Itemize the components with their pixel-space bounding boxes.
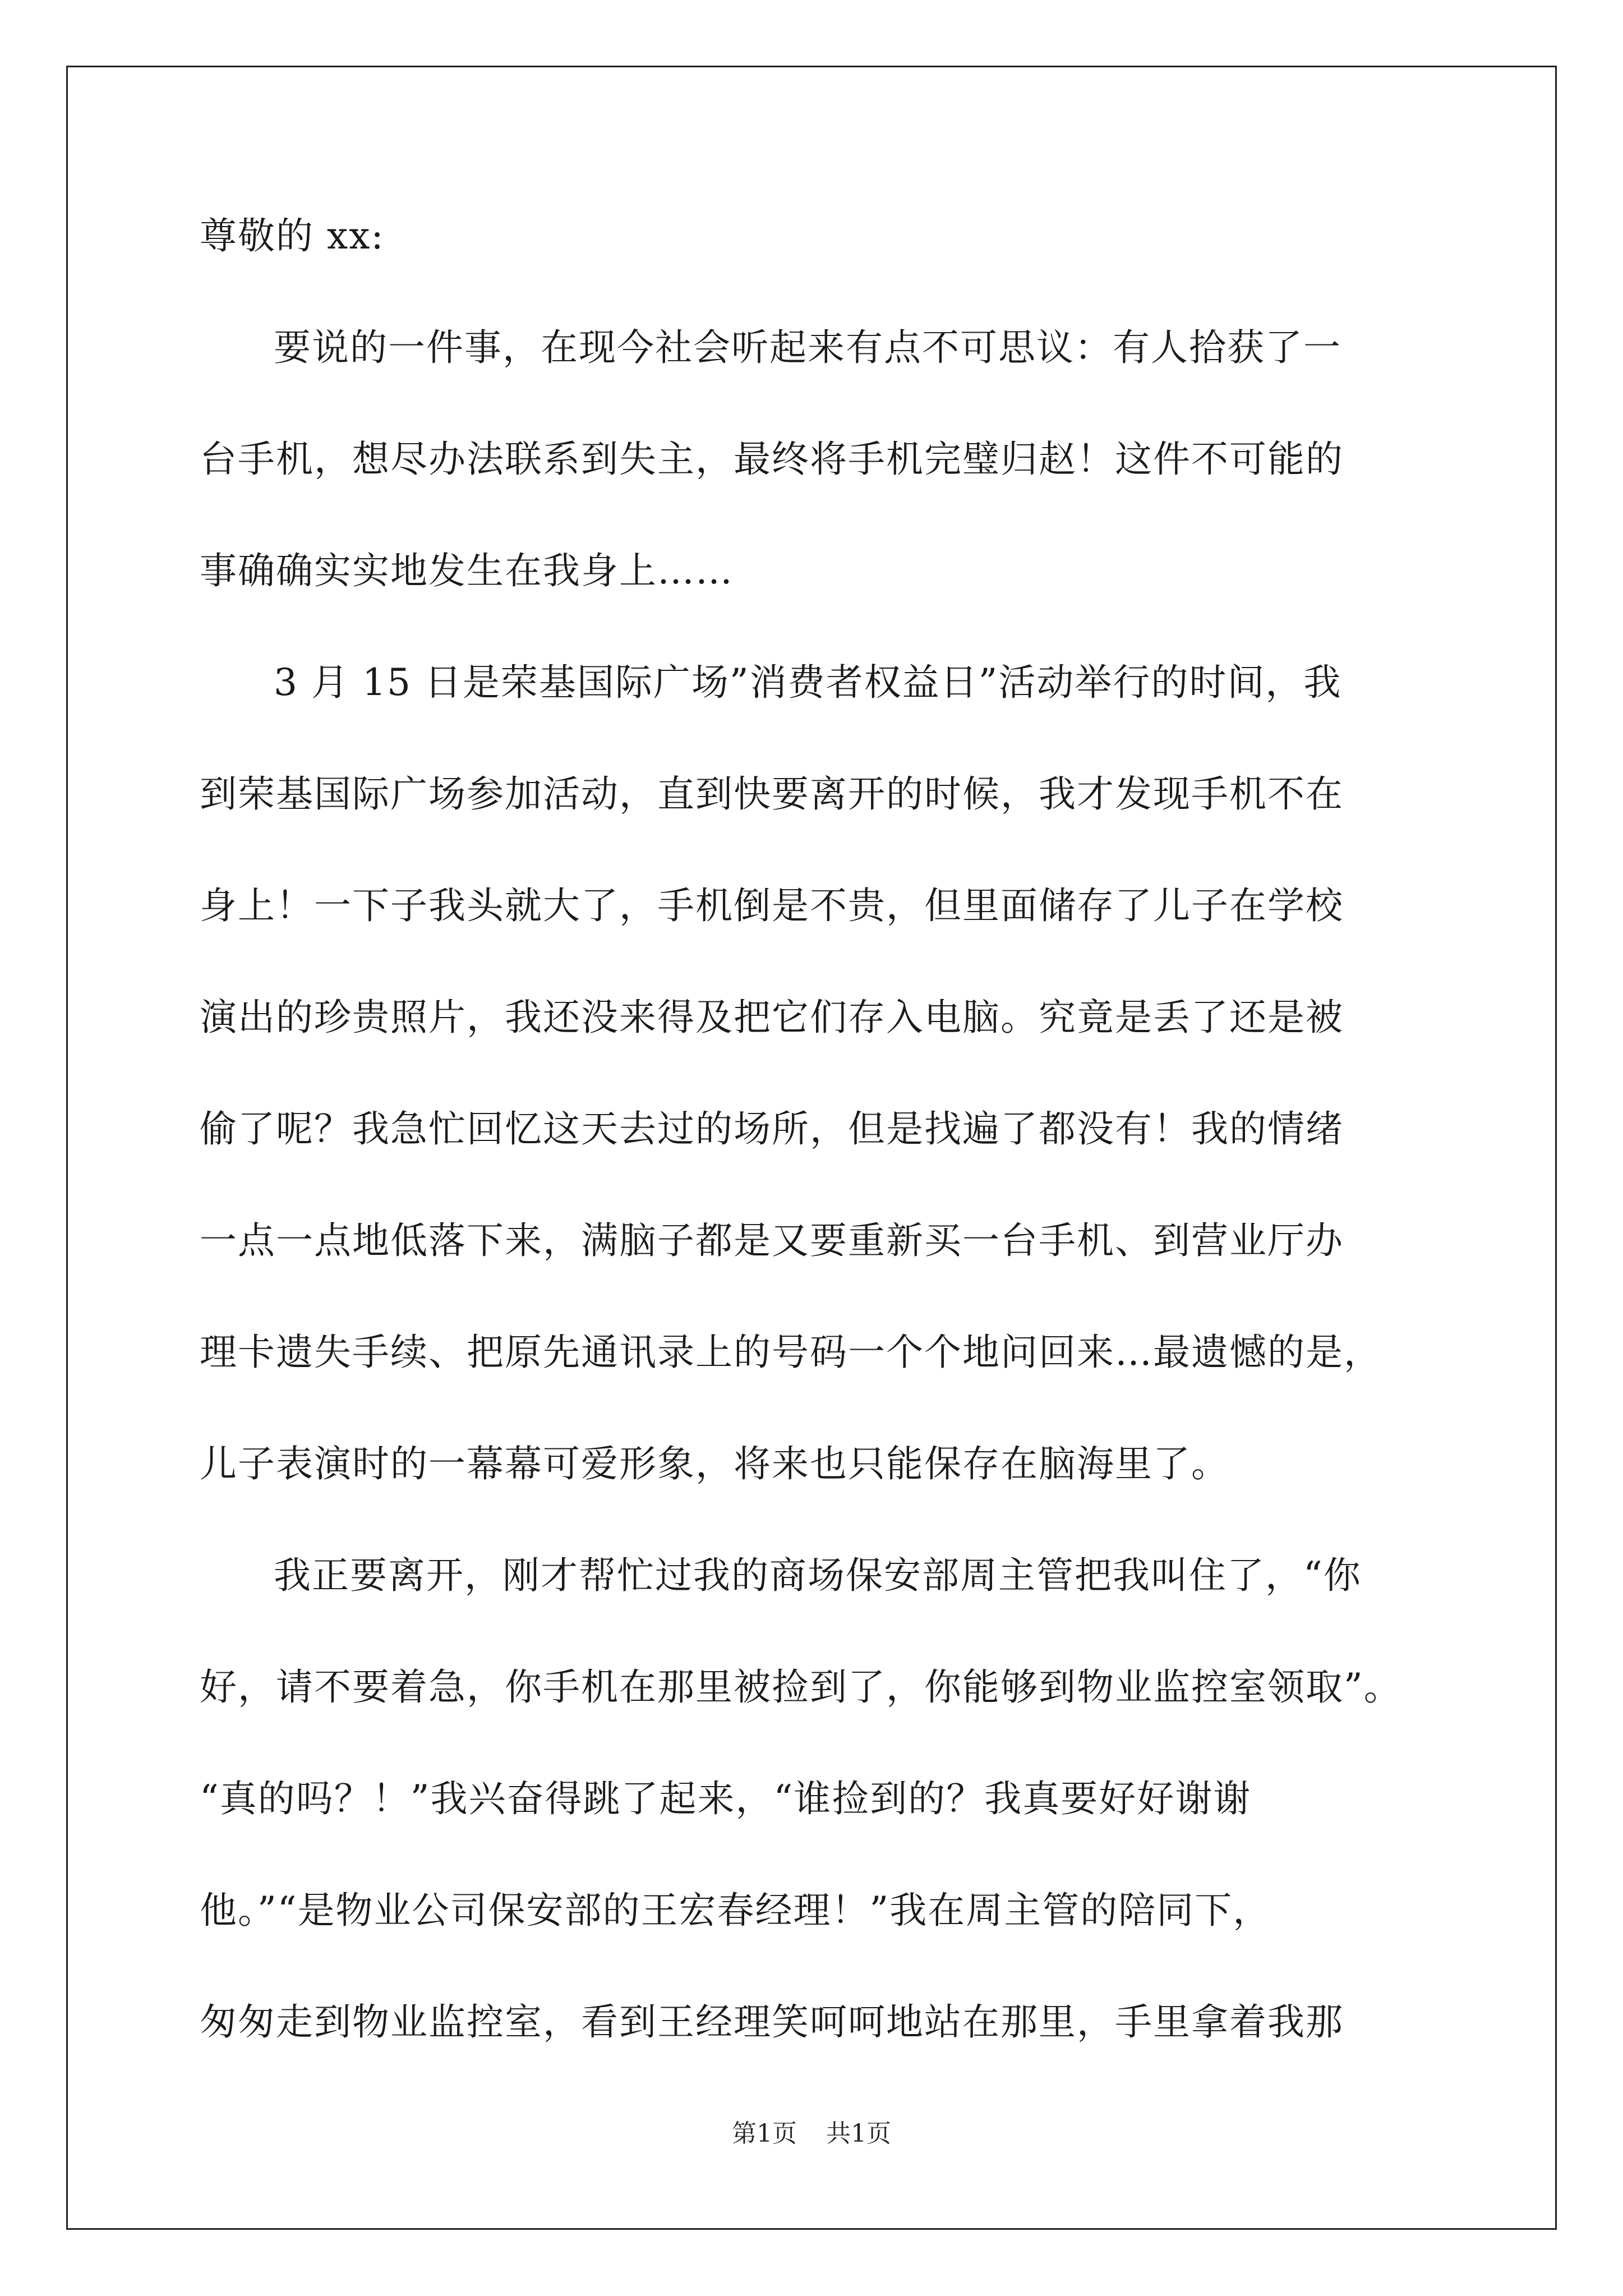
page-footer [0, 2119, 1623, 2148]
text-line: 一点一点地低落下来，满脑子都是又要重新买一台手机、到营业厅办 [200, 1219, 1344, 1262]
text-line: 他。”“是物业公司保安部的王宏春经理！”我在周主管的陪同下， [200, 1889, 1271, 1932]
text-line: “真的吗？！”我兴奋得跳了起来，“谁捡到的？我真要好好谢谢 [200, 1777, 1252, 1820]
page-number: 第1页 [732, 2119, 797, 2148]
salutation: 尊敬的 xx: [200, 214, 385, 257]
page-total: 共1页 [826, 2119, 891, 2148]
text-line: 3 月 15 日是荣基国际广场”消费者权益日”活动举行的时间，我 [274, 661, 1342, 704]
text-line: 演出的珍贵照片，我还没来得及把它们存入电脑。究竟是丢了还是被 [200, 996, 1344, 1039]
text-line: 到荣基国际广场参加活动，直到快要离开的时候，我才发现手机不在 [200, 772, 1344, 816]
text-line: 要说的一件事，在现今社会听起来有点不可思议：有人拾获了一 [274, 326, 1341, 369]
text-line: 台手机，想尽办法联系到失主，最终将手机完璧归赵！这件不可能的 [200, 438, 1344, 481]
document-body [200, 214, 1428, 2115]
text-line: 理卡遗失手续、把原先通讯录上的号码一个个地问回来…最遗憾的是， [200, 1331, 1382, 1374]
text-line: 匆匆走到物业监控室，看到王经理笑呵呵地站在那里，手里拿着我那 [200, 2000, 1344, 2044]
text-line: 偷了呢？我急忙回忆这天去过的场所，但是找遍了都没有！我的情绪 [200, 1107, 1344, 1151]
text-line: 我正要离开，刚才帮忙过我的商场保安部周主管把我叫住了，“你 [274, 1554, 1362, 1597]
text-line: 儿子表演时的一幕幕可爱形象，将来也只能保存在脑海里了。 [200, 1442, 1229, 1485]
text-line: 事确确实实地发生在我身上…… [200, 549, 734, 592]
text-line: 身上！一下子我头就大了，手机倒是不贵，但里面储存了儿子在学校 [200, 884, 1344, 927]
text-line: 好，请不要着急，你手机在那里被捡到了，你能够到物业监控室领取”。 [200, 1665, 1402, 1709]
